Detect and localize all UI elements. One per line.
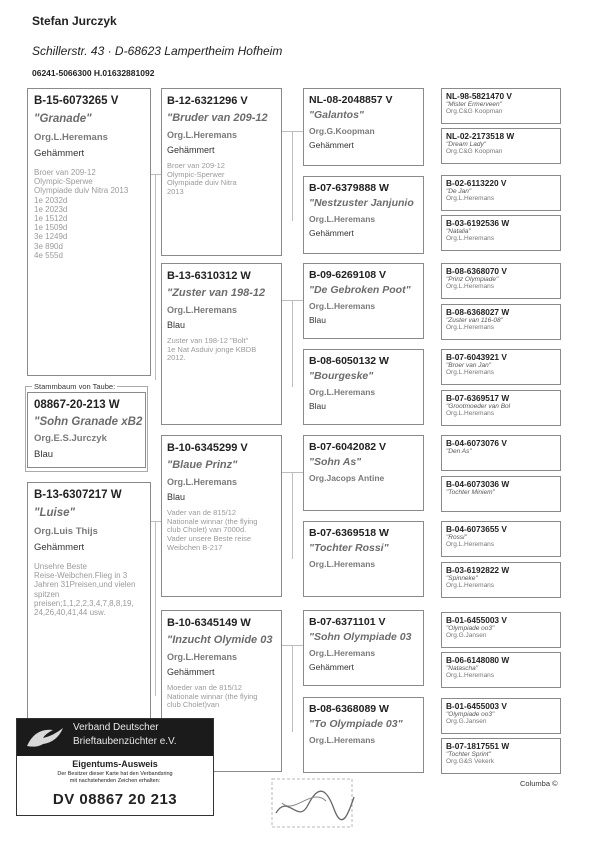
grandparent-ring: B-10-6345299 V	[167, 442, 248, 454]
dam-notes: Unsehre Beste Reise-Weibchen.Flieg in 3 Jahren 31Preisen,und vielen spitzen preisen;1,1,2,2,3,4,7,8,8,19, 24,26,40,41,44 usw.	[34, 562, 136, 617]
grandparent-notes: Broer van 209-12 Olympic-Sperwer Olympiade duiv Nitra 2013	[167, 161, 237, 196]
ancestor-name: "Natalia"	[446, 228, 471, 235]
ancestor-org: Org.L.Heremans	[446, 324, 495, 331]
association-name-line2: Brieftaubenzüchter e.V.	[73, 736, 177, 747]
great-grandparent-name: "De Gebroken Poot"	[309, 284, 411, 296]
ancestor-name: "Spinneke"	[446, 575, 478, 582]
ancestor-org: Org.G.Jansen	[446, 632, 487, 639]
sire-org: Org.L.Heremans	[34, 132, 108, 143]
ancestor-org: Org.L.Heremans	[446, 582, 495, 589]
ancestor-card[interactable]	[441, 128, 561, 164]
great-grandparent-card[interactable]	[303, 176, 424, 254]
ancestor-org: Org.G&S Vekerk	[446, 758, 495, 765]
ancestor-card[interactable]	[441, 349, 561, 385]
grandparent-notes: Moeder van de 815/12 Nationale winnar (the flying club Cholet)van	[167, 683, 258, 710]
great-grandparent-org: Org.L.Heremans	[309, 648, 376, 658]
grandparent-ring: B-10-6345149 W	[167, 617, 251, 629]
ancestor-org: Org.L.Heremans	[446, 410, 495, 417]
ancestor-name: "Tochter Sprint"	[446, 751, 491, 758]
great-grandparent-org: Org.L.Heremans	[309, 214, 376, 224]
great-grandparent-card[interactable]	[303, 697, 424, 773]
ancestor-org: Org.L.Heremans	[446, 195, 495, 202]
great-grandparent-color: Gehämmert	[309, 662, 354, 672]
sire-card[interactable]	[27, 88, 151, 376]
ancestor-org: Org.C&G Koopman	[446, 108, 503, 115]
ancestor-name: "De Jan"	[446, 188, 472, 195]
great-grandparent-name: "Bourgeske"	[309, 370, 374, 382]
grandparent-color: Blau	[167, 320, 186, 330]
grandparent-card[interactable]	[161, 88, 282, 256]
sire-name: "Granade"	[34, 113, 92, 125]
ownership-text-line1: Der Besitzer dieser Karte hat den Verbandsring	[57, 771, 173, 777]
ancestor-name: "Mister Ermerveen"	[446, 101, 502, 108]
great-grandparent-ring: B-07-6369518 W	[309, 527, 389, 539]
ancestor-card[interactable]	[441, 263, 561, 299]
grandparent-org: Org.L.Heremans	[167, 652, 238, 662]
ancestor-org: Org.L.Heremans	[446, 369, 495, 376]
great-grandparent-name: "Sohn Olympiade 03	[309, 631, 412, 643]
ancestor-ring: B-08-6368027 W	[446, 307, 510, 317]
dam-org: Org.Luis Thijs	[34, 526, 98, 537]
ancestor-card[interactable]	[441, 521, 561, 557]
great-grandparent-org: Org.L.Heremans	[309, 559, 376, 569]
great-grandparent-name: "Tochter Rossi"	[309, 542, 389, 554]
grandparent-name: "Zuster van 198-12	[167, 287, 266, 299]
ancestor-ring: B-01-6455003 V	[446, 615, 507, 625]
ancestor-card[interactable]	[441, 88, 561, 124]
great-grandparent-card[interactable]	[303, 349, 424, 425]
grandparent-color: Gehämmert	[167, 667, 215, 677]
sire-color: Gehämmert	[34, 148, 85, 159]
ancestor-ring: B-07-6369517 W	[446, 393, 510, 403]
great-grandparent-org: Org.L.Heremans	[309, 735, 376, 745]
dam-ring: B-13-6307217 W	[34, 489, 122, 501]
ancestor-name: "Dream Lady"	[446, 141, 487, 148]
ancestor-name: "Prinz Olympiade"	[446, 276, 499, 283]
ancestor-card[interactable]	[441, 390, 561, 426]
dam-color: Gehämmert	[34, 542, 85, 553]
sire-ring: B-15-6073265 V	[34, 95, 119, 107]
sire-notes: Broer van 209-12 Olympic-Sperwe Olympiade duiv Nitra 2013 1e 2032d 1e 2023d 1e 1512d 1e 1509d 3e 1249d 3e 890d 4e 555d	[34, 168, 129, 260]
great-grandparent-org: Org.L.Heremans	[309, 301, 376, 311]
ownership-text-line2: mit nachstehenden Zeichen erhalten:	[69, 778, 161, 784]
ancestor-ring: B-02-6113220 V	[446, 178, 507, 188]
grandparent-name: "Bruder van 209-12	[167, 112, 268, 124]
ancestor-name: "Den As"	[446, 448, 472, 455]
signature-stamp-icon	[268, 775, 360, 831]
great-grandparent-org: Org.L.Heremans	[309, 387, 376, 397]
subject-color: Blau	[34, 449, 54, 460]
ancestor-card[interactable]	[441, 215, 561, 251]
ownership-card	[16, 718, 214, 816]
grandparent-color: Blau	[167, 492, 186, 502]
ancestor-card[interactable]	[441, 304, 561, 340]
great-grandparent-card[interactable]	[303, 610, 424, 686]
ancestor-name: "Natascha"	[446, 665, 479, 672]
ancestor-card[interactable]	[441, 652, 561, 688]
grandparent-card[interactable]	[161, 263, 282, 425]
breeder-address: Schillerstr. 43 · D-68623 Lampertheim Hofheim	[32, 44, 283, 58]
ancestor-card[interactable]	[441, 435, 561, 471]
ancestor-card[interactable]	[441, 738, 561, 774]
ancestor-ring: B-03-6192536 W	[446, 218, 510, 228]
breeder-phone: 06241-5066300 H.01632881092	[32, 68, 155, 78]
grandparent-notes: Zuster van 198-12 "Bolt" 1e Nat Asduiv jonge KBDB 2012.	[167, 336, 257, 363]
subject-card[interactable]	[27, 392, 146, 468]
ancestor-card[interactable]	[441, 476, 561, 512]
grandparent-org: Org.L.Heremans	[167, 305, 238, 315]
ancestor-org: Org.L.Heremans	[446, 541, 495, 548]
great-grandparent-name: "Nestzuster Janjunio	[309, 197, 414, 209]
great-grandparent-color: Gehämmert	[309, 140, 354, 150]
great-grandparent-card[interactable]	[303, 435, 424, 511]
pigeon-logo-icon	[23, 722, 67, 753]
great-grandparent-org: Org.Jacops Antine	[309, 473, 385, 483]
great-grandparent-card[interactable]	[303, 263, 424, 339]
ancestor-card[interactable]	[441, 698, 561, 734]
great-grandparent-name: "To Olympiade 03"	[309, 718, 403, 730]
great-grandparent-name: "Sohn As"	[309, 456, 362, 468]
ancestor-ring: B-03-6192822 W	[446, 565, 510, 575]
ancestor-card[interactable]	[441, 562, 561, 598]
grandparent-color: Gehämmert	[167, 145, 215, 155]
great-grandparent-color: Blau	[309, 315, 327, 325]
great-grandparent-ring: B-07-6371101 V	[309, 616, 386, 628]
grandparent-org: Org.L.Heremans	[167, 477, 238, 487]
great-grandparent-ring: NL-08-2048857 V	[309, 94, 393, 106]
dam-name: "Luise"	[34, 507, 75, 519]
association-name-line1: Verband Deutscher	[73, 722, 159, 733]
ancestor-ring: NL-02-2173518 W	[446, 131, 515, 141]
ancestor-name: "Broer van Jan"	[446, 362, 492, 369]
ancestor-org: Org.L.Heremans	[446, 235, 495, 242]
subject-org: Org.E.S.Jurczyk	[34, 433, 107, 444]
ancestor-ring: NL-98-5821470 V	[446, 91, 512, 101]
ownership-card-banner	[17, 719, 213, 756]
ancestor-card[interactable]	[441, 612, 561, 648]
ancestor-ring: B-04-6073076 V	[446, 438, 507, 448]
great-grandparent-ring: B-07-6042082 V	[309, 441, 387, 453]
grandparent-name: "Blaue Prinz"	[167, 459, 238, 471]
subject-name: "Sohn Granade xB2	[34, 416, 143, 428]
ancestor-ring: B-04-6073655 V	[446, 524, 507, 534]
ancestor-org: Org.G.Jansen	[446, 718, 487, 725]
great-grandparent-color: Blau	[309, 401, 327, 411]
grandparent-org: Org.L.Heremans	[167, 130, 238, 140]
great-grandparent-name: "Galantos"	[309, 109, 364, 121]
ownership-ring-number: DV 08867 20 213	[52, 791, 178, 808]
ancestor-card[interactable]	[441, 175, 561, 211]
ancestor-org: Org.C&G Koopman	[446, 148, 503, 155]
great-grandparent-ring: B-07-6379888 W	[309, 182, 389, 194]
breeder-name: Stefan Jurczyk	[32, 14, 117, 28]
ancestor-name: "Tochter Miniem"	[446, 489, 495, 496]
ancestor-name: "Grootmoeder van Bol	[446, 403, 511, 410]
ancestor-name: "Olympiade oo3"	[446, 711, 495, 718]
ancestor-name: "Rossi"	[446, 534, 467, 541]
ancestor-name: "Olympiade oo3"	[446, 625, 495, 632]
subject-ring: 08867-20-213 W	[34, 399, 120, 411]
ancestor-ring: B-07-1817551 W	[446, 741, 510, 751]
ownership-heading: Eigentums-Ausweis	[72, 759, 158, 769]
ancestor-org: Org.L.Heremans	[446, 672, 495, 679]
ancestor-ring: B-01-6455003 V	[446, 701, 507, 711]
grandparent-name: "Inzucht Olymide 03	[167, 634, 273, 646]
grandparent-ring: B-12-6321296 V	[167, 95, 248, 107]
great-grandparent-card[interactable]	[303, 88, 424, 166]
ancestor-name: "Zuster van 116-08"	[446, 317, 503, 324]
ancestor-org: Org.L.Heremans	[446, 283, 495, 290]
ancestor-ring: B-07-6043921 V	[446, 352, 507, 362]
ancestor-ring: B-06-6148080 W	[446, 655, 510, 665]
great-grandparent-card[interactable]	[303, 521, 424, 597]
great-grandparent-ring: B-08-6368089 W	[309, 703, 389, 715]
grandparent-notes: Vader van de 815/12 Nationale winnar (the flying club Cholet) van 7000d. Vader unsere Beste reise Weibchen B-217	[167, 508, 258, 552]
ancestor-ring: B-04-6073036 W	[446, 479, 510, 489]
great-grandparent-color: Gehämmert	[309, 228, 354, 238]
great-grandparent-ring: B-09-6269108 V	[309, 269, 387, 281]
grandparent-card[interactable]	[161, 435, 282, 597]
ancestor-ring: B-08-6368070 V	[446, 266, 507, 276]
pedigree-label: Stammbaum von Taube:	[34, 382, 116, 391]
great-grandparent-org: Org.G.Koopman	[309, 126, 375, 136]
brand-footer: Columba ©	[520, 779, 558, 788]
great-grandparent-ring: B-08-6050132 W	[309, 355, 389, 367]
grandparent-ring: B-13-6310312 W	[167, 270, 251, 282]
